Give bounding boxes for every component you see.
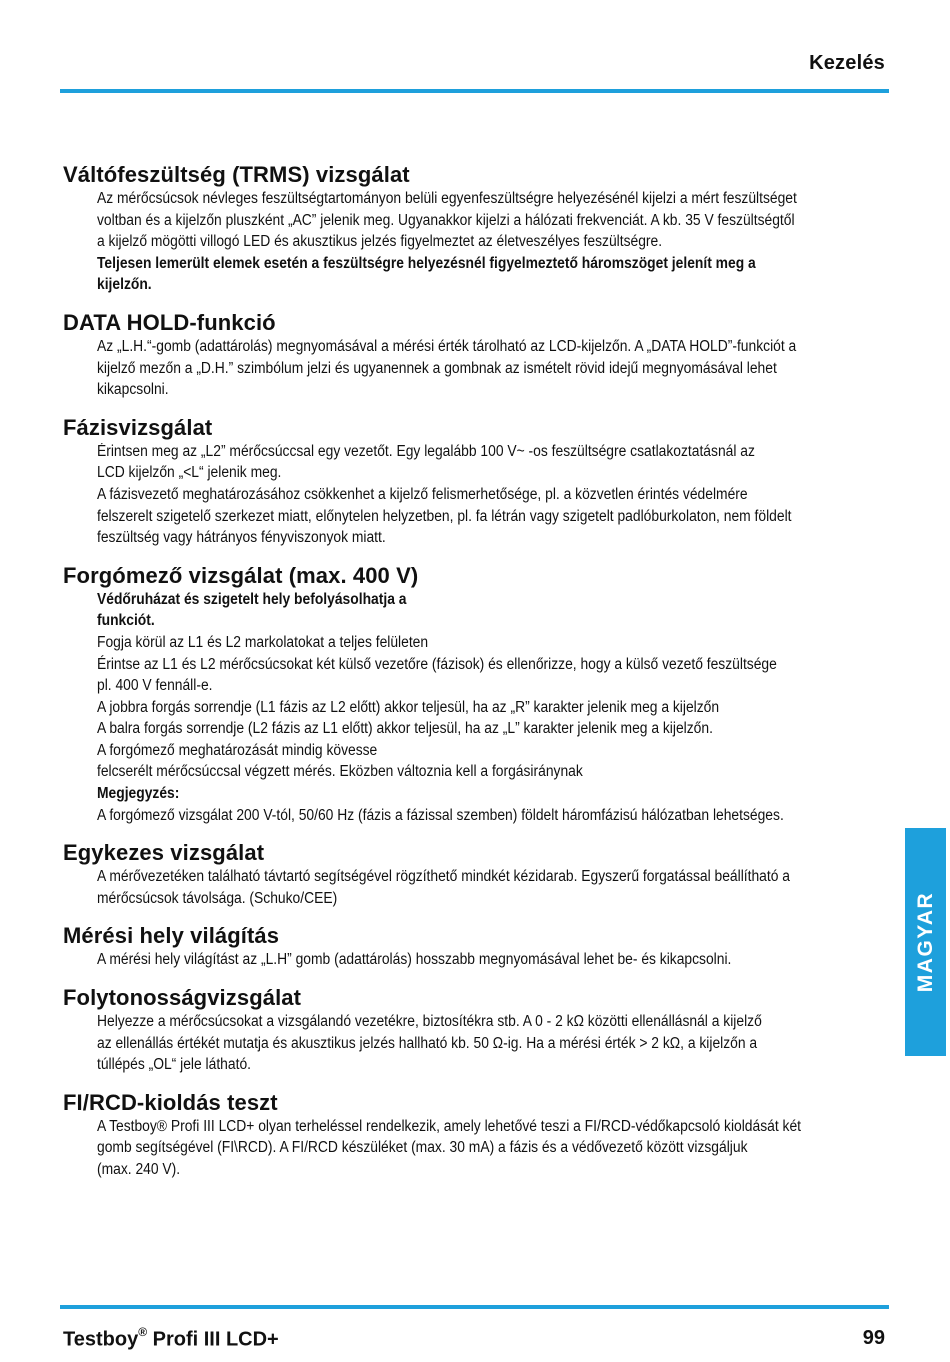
paragraph-line: kijelző mezőn a „D.H.” szimbólum jelzi és ugyanennek a gombnak az ismételt rövid idejű megnyomásával lehet bbox=[97, 359, 777, 377]
paragraph-line: A jobbra forgás sorrendje (L1 fázis az L2 előtt) akkor teljesül, ha az „R” karakter jelenik meg a kijelzőn bbox=[97, 698, 720, 716]
paragraph-line: kikapcsolni. bbox=[97, 381, 169, 399]
section-gap bbox=[63, 909, 893, 923]
section-heading: Egykezes vizsgálat bbox=[63, 840, 265, 866]
section-heading: DATA HOLD-funkció bbox=[63, 309, 276, 335]
paragraph-line: felcserélt mérőcsúccsal végzett mérés. Eközben változnia kell a forgásiránynak bbox=[97, 763, 583, 781]
section-heading: Folytonosságvizsgálat bbox=[63, 985, 302, 1011]
paragraph-line: A forgómező meghatározását mindig kövesse bbox=[97, 741, 378, 759]
paragraph-line: A fázisvezető meghatározásához csökkenhet a kijelző felismerhetősége, pl. a közvetlen érintés védelmére bbox=[97, 485, 748, 503]
language-tab-label: MAGYAR bbox=[913, 891, 937, 993]
section bbox=[63, 1090, 893, 1181]
section-gap bbox=[63, 971, 893, 985]
footer-rule bbox=[60, 1305, 889, 1309]
paragraph-line: A mérővezetéken található távtartó segítségével rögzíthető mindkét kézidarab. Egyszerű forgatással beállítható a bbox=[97, 868, 790, 886]
footer-reg-mark: ® bbox=[138, 1325, 148, 1339]
paragraph-line: túllépés „OL“ jele látható. bbox=[97, 1056, 251, 1074]
section-body bbox=[97, 866, 889, 909]
header-rule bbox=[60, 89, 889, 93]
paragraph-line: feszültség vagy hátrányos fényviszonyok miatt. bbox=[97, 529, 386, 547]
paragraph-line: mérőcsúcsok távolsága. (Schuko/CEE) bbox=[97, 889, 338, 907]
paragraph-line: a kijelző mögötti villogó LED és akusztikus jelzés figyelmeztet az életveszélyes feszültségre. bbox=[97, 233, 663, 251]
section-gap bbox=[63, 549, 893, 563]
paragraph-line: Az mérőcsúcsok névleges feszültségtartományon belüli egyenfeszültségre helyezésénél kijelzi a mért feszültséget bbox=[97, 190, 797, 207]
section-gap bbox=[63, 296, 893, 310]
paragraph-line: funkciót. bbox=[97, 612, 155, 630]
section-gap bbox=[63, 1076, 893, 1090]
paragraph-line: LCD kijelzőn „<L“ jelenik meg. bbox=[97, 464, 282, 482]
language-tab bbox=[905, 828, 946, 1056]
section bbox=[63, 840, 893, 909]
section-body bbox=[97, 1011, 889, 1076]
paragraph-line: Helyezze a mérőcsúcsokat a vizsgálandó vezetékre, biztosítékra stb. A 0 - 2 kΩ közötti ellenállásnál a kijelző bbox=[97, 1013, 762, 1031]
section-body bbox=[97, 188, 889, 296]
paragraph-line: Az „L.H.“-gomb (adattárolás) megnyomásával a mérési érték tárolható az LCD-kijelzőn. A „DATA HOLD”-funkciót a bbox=[97, 337, 797, 355]
paragraph-line: Érintsen meg az „L2” mérőcsúccsal egy vezetőt. Egy legalább 100 V~ -os feszültségre csatlakoztatásnál az bbox=[97, 442, 755, 460]
paragraph-line: pl. 400 V fennáll-e. bbox=[97, 677, 213, 695]
section-heading: Váltófeszültség (TRMS) vizsgálat bbox=[63, 162, 410, 187]
paragraph-line: kijelzőn. bbox=[97, 276, 152, 294]
section bbox=[63, 310, 893, 401]
paragraph-line: az ellenállás értékét mutatja és akusztikus jelzés hallható kb. 50 Ω-ig. Ha a mérési érték > 2 kΩ, a kijelzőn a bbox=[97, 1034, 758, 1052]
section bbox=[63, 985, 893, 1076]
paragraph-line: felszerelt szigetelő szerkezet miatt, előnytelen helyzetben, pl. fa létrán vagy szigetelt padlóburkolaton, nem földelt bbox=[97, 507, 792, 525]
section-heading: Mérési hely világítás bbox=[63, 923, 280, 949]
paragraph-line: voltban és a kijelzőn pluszként „AC” jelenik meg. Ugyanakkor kijelzi a hálózati frekvenciát. A kb. 35 V feszültségtől bbox=[97, 211, 795, 229]
section-body bbox=[97, 336, 889, 401]
paragraph-line: gomb segítségével (FI\RCD). A FI/RCD készüléket (max. 30 mA) a fázis és a védővezető között vizsgáljuk bbox=[97, 1139, 748, 1157]
section-heading: Fázisvizsgálat bbox=[63, 414, 213, 440]
paragraph-line: A Testboy® Profi III LCD+ olyan terheléssel rendelkezik, amely lehetővé teszi a FI/RCD-védőkapcsoló kioldását két bbox=[97, 1117, 802, 1135]
section bbox=[63, 415, 893, 549]
paragraph-line: (max. 240 V). bbox=[97, 1161, 181, 1178]
footer-product: Profi III LCD+ bbox=[147, 1328, 279, 1351]
section-gap bbox=[63, 401, 893, 415]
paragraph-line: Védőruházat és szigetelt hely befolyásolhatja a bbox=[97, 590, 407, 608]
document-content bbox=[63, 162, 893, 1181]
section bbox=[63, 923, 893, 971]
paragraph-line: A mérési hely világítást az „L.H” gomb (adattárolás) hosszabb megnyomásával lehet be- és kikapcsolni. bbox=[97, 951, 732, 969]
paragraph-line: A forgómező vizsgálat 200 V-tól, 50/60 Hz (fázis a fázissal szemben) földelt háromfázisú hálózatban lehetséges. bbox=[97, 806, 784, 824]
section bbox=[63, 162, 893, 296]
page-header-title: Kezelés bbox=[809, 52, 885, 74]
paragraph-line: Megjegyzés: bbox=[97, 785, 180, 803]
paragraph-line: Teljesen lemerült elemek esetén a feszültségre helyezésnél figyelmeztető háromszöget jelenít meg a bbox=[97, 254, 756, 272]
section-body bbox=[97, 589, 889, 827]
section-heading: Forgómező vizsgálat (max. 400 V) bbox=[63, 562, 419, 588]
section-body bbox=[97, 1116, 889, 1181]
section-body bbox=[97, 441, 889, 549]
section bbox=[63, 563, 893, 827]
paragraph-line: Érintse az L1 és L2 mérőcsúcsokat két külső vezetőre (fázisok) és ellenőrizze, hogy a külső vezető feszültsége bbox=[97, 655, 777, 673]
section-gap bbox=[63, 826, 893, 840]
section-body bbox=[97, 949, 889, 971]
paragraph-line: Fogja körül az L1 és L2 markolatokat a teljes felületen bbox=[97, 633, 429, 651]
footer-brand: Testboy bbox=[63, 1328, 139, 1351]
section-heading: FI/RCD-kioldás teszt bbox=[63, 1089, 278, 1115]
paragraph-line: A balra forgás sorrendje (L2 fázis az L1 előtt) akkor teljesül, ha az „L” karakter jelenik meg a kijelzőn. bbox=[97, 720, 713, 738]
page-number: 99 bbox=[862, 1327, 885, 1349]
footer-product-name bbox=[63, 1327, 279, 1352]
